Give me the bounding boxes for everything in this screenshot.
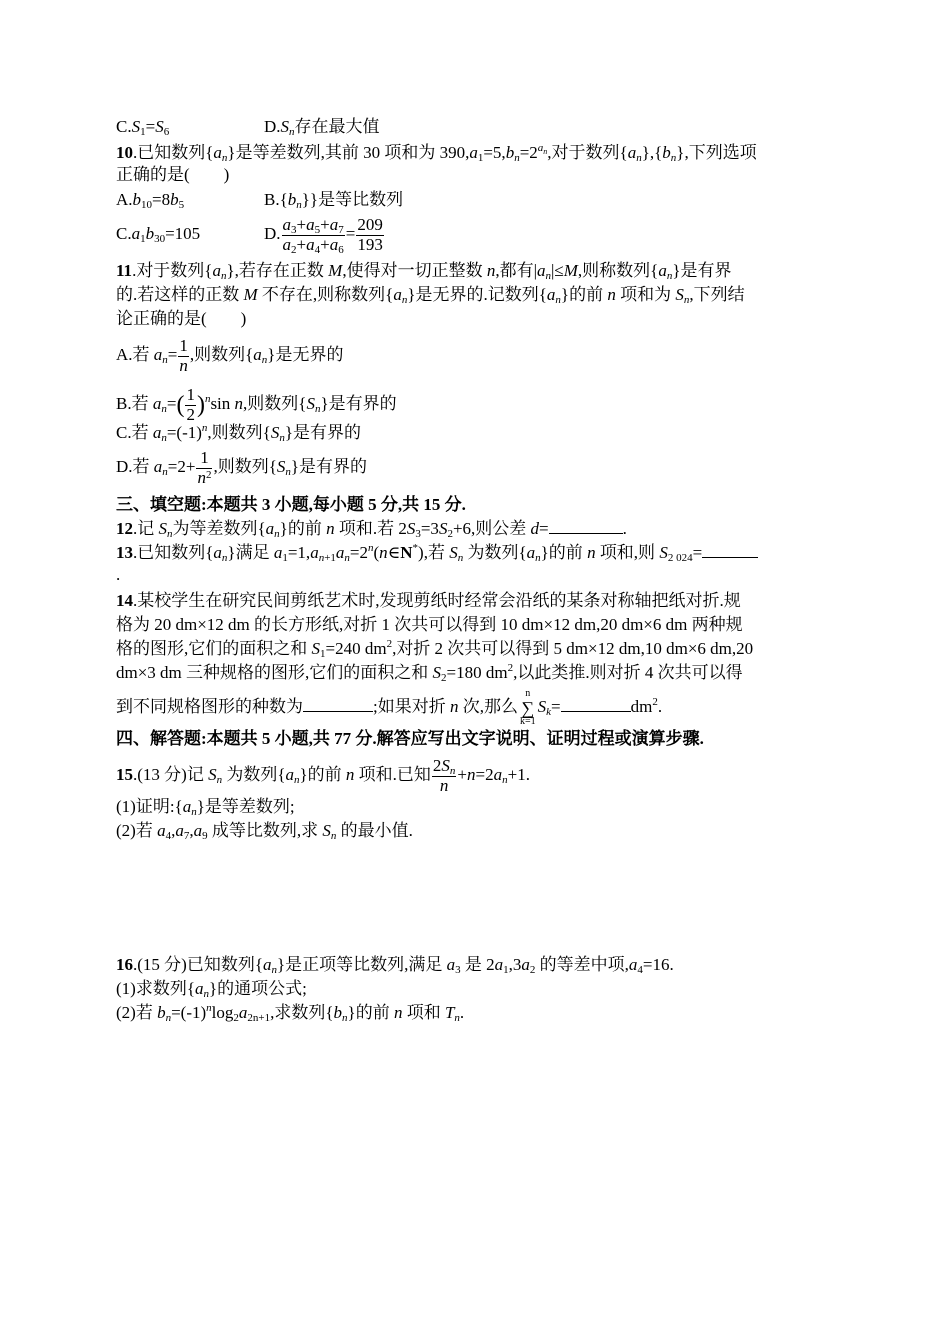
- q9-option-d: $D.S_n$存在最大值: [264, 117, 380, 138]
- q14-line1: 14.某校学生在研究民间剪纸艺术时,发现剪纸时经常会沿纸的某条对称轴把纸对折.规: [116, 591, 741, 610]
- q10-options-cd: [116, 212, 383, 256]
- section-3-heading: 三、填空题:本题共 3 小题,每小题 5 分,共 15 分.: [116, 495, 466, 514]
- summation-symbol: n ∑ k=1: [519, 688, 536, 728]
- q11-stem-line3: 论正确的是( ): [116, 309, 247, 328]
- q12-line: 12.记 $S_n$为等差数列$\{a_n\}$的前 n 项和.若 $2S_3=3S_2+6$,则公差 d= .: [116, 519, 627, 540]
- q9-options-cd: [116, 116, 380, 138]
- q13-line2: .: [116, 565, 121, 584]
- q11-option-b: B.若 $a_n=$( $\frac{1}{2}$ )$^n$sin n,则数列$\{S_n\}$是有界的: [116, 384, 397, 424]
- q10-option-c: $C.a_1b_{30}=105$: [116, 224, 201, 245]
- q9-option-c: $C.S_1=S_6$: [116, 117, 170, 138]
- q10-options-ab: [116, 189, 404, 211]
- q13-line: 13.已知数列$\{a_n\}$满足 $a_1=1,a_{n+1}a_n=2^n(n\in N^*)$,若 $S_n$ 为数列$\{a_n\}$的前 n 项和,则 $S_{2 024}=$: [116, 542, 758, 564]
- q11-option-a: A.若 $a_n=$ $\frac{1}{n}$ ,则数列$\{a_n\}$是无界的: [116, 335, 344, 375]
- q16-part1: (1)求数列$\{a_n\}$的通项公式;: [116, 979, 307, 1000]
- q10-option-d: D. $\frac{a_3+a_5+a_7}{a_2+a_4+a_6}$ = $\frac{209}{193}$: [264, 214, 383, 256]
- q13-answer-blank[interactable]: [702, 542, 758, 558]
- q11-option-c: C.若 $a_n=(-1)^n$,则数列$\{S_n\}$是有界的: [116, 422, 362, 444]
- q14-line5: 到不同规格图形的种数为 ;如果对折 n 次,那么 n ∑ k=1 $S_k= dm^2$.: [116, 688, 663, 728]
- q15-part2: (2)若 $a_4,a_7,a_9$ 成等比数列,求 $S_n$ 的最小值.: [116, 821, 413, 842]
- q14-line3: 格的图形,它们的面积之和 $S_1=240$ $dm^2$,对折 2 次共可以得到 5 dm×12 dm,10 dm×6 dm,20: [116, 638, 754, 660]
- q11-option-d: D.若 $a_n=2+$ $\frac{1}{n^2}$ ,则数列$\{S_n\}$是有界的: [116, 447, 368, 487]
- q10-option-a: $A.b_{10}=8b_5$: [116, 190, 185, 211]
- q15-part1: (1)证明$:\{a_n\}$是等差数列;: [116, 797, 295, 818]
- q11-stem-line2: 的.若这样的正数 M 不存在,则称数列$\{a_n\}$是无界的.记数列$\{a_n\}$的前 n 项和为 $S_n$,下列结: [116, 285, 745, 306]
- q12-answer-blank[interactable]: [549, 518, 623, 534]
- q10-stem-line1: 10.已知数列$\{a_n\}$是等差数列,其前 30 项和为 $390,a_1=5,b_n=2^{a_n}$,对于数列$\{a_n\},\{b_n\}$,下列选项: [116, 142, 757, 164]
- q11-stem-line1: 11.对于数列$\{a_n\}$,若存在正数 M,使得对一切正整数 n,都有$|a_n|\le M$,则称数列$\{a_n\}$是有界: [116, 261, 732, 282]
- q16-stem: 16.(15 分)已知数列$\{a_n\}$是正项等比数列,满足 $a_3$ 是 $2a_1,3a_2$ 的等差中项$,a_4=16$.: [116, 955, 674, 976]
- section-4-heading: 四、解答题:本题共 5 小题,共 77 分.解答应写出文字说明、证明过程或演算步骤.: [116, 729, 704, 748]
- q14-line4: dm×3 dm 三种规格的图形,它们的面积之和 $S_2=180$ $dm^2$,以此类推.则对折 4 次共可以得: [116, 662, 743, 684]
- q15-stem: 15.(13 分)记 $S_n$ 为数列$\{a_n\}$的前 n 项和.已知 $\frac{2S_n}{n}$ $+n=2a_n+1$.: [116, 755, 530, 795]
- q14-answer-blank-1[interactable]: [303, 696, 373, 712]
- q14-answer-blank-2[interactable]: [561, 696, 631, 712]
- q10-stem-line2: 正确的是( ): [116, 165, 230, 184]
- q16-part2: (2)若 $b_n=(-1)^n\log_2a_{2n+1}$,求数列$\{b_n\}$的前 n 项和 $T_n$.: [116, 1002, 465, 1024]
- q14-line2: 格为 20 dm×12 dm 的长方形纸,对折 1 次共可以得到 10 dm×12 dm,20 dm×6 dm 两种规: [116, 615, 743, 634]
- q10-option-b: $B.\{b_n\}$}是等比数列: [264, 190, 404, 211]
